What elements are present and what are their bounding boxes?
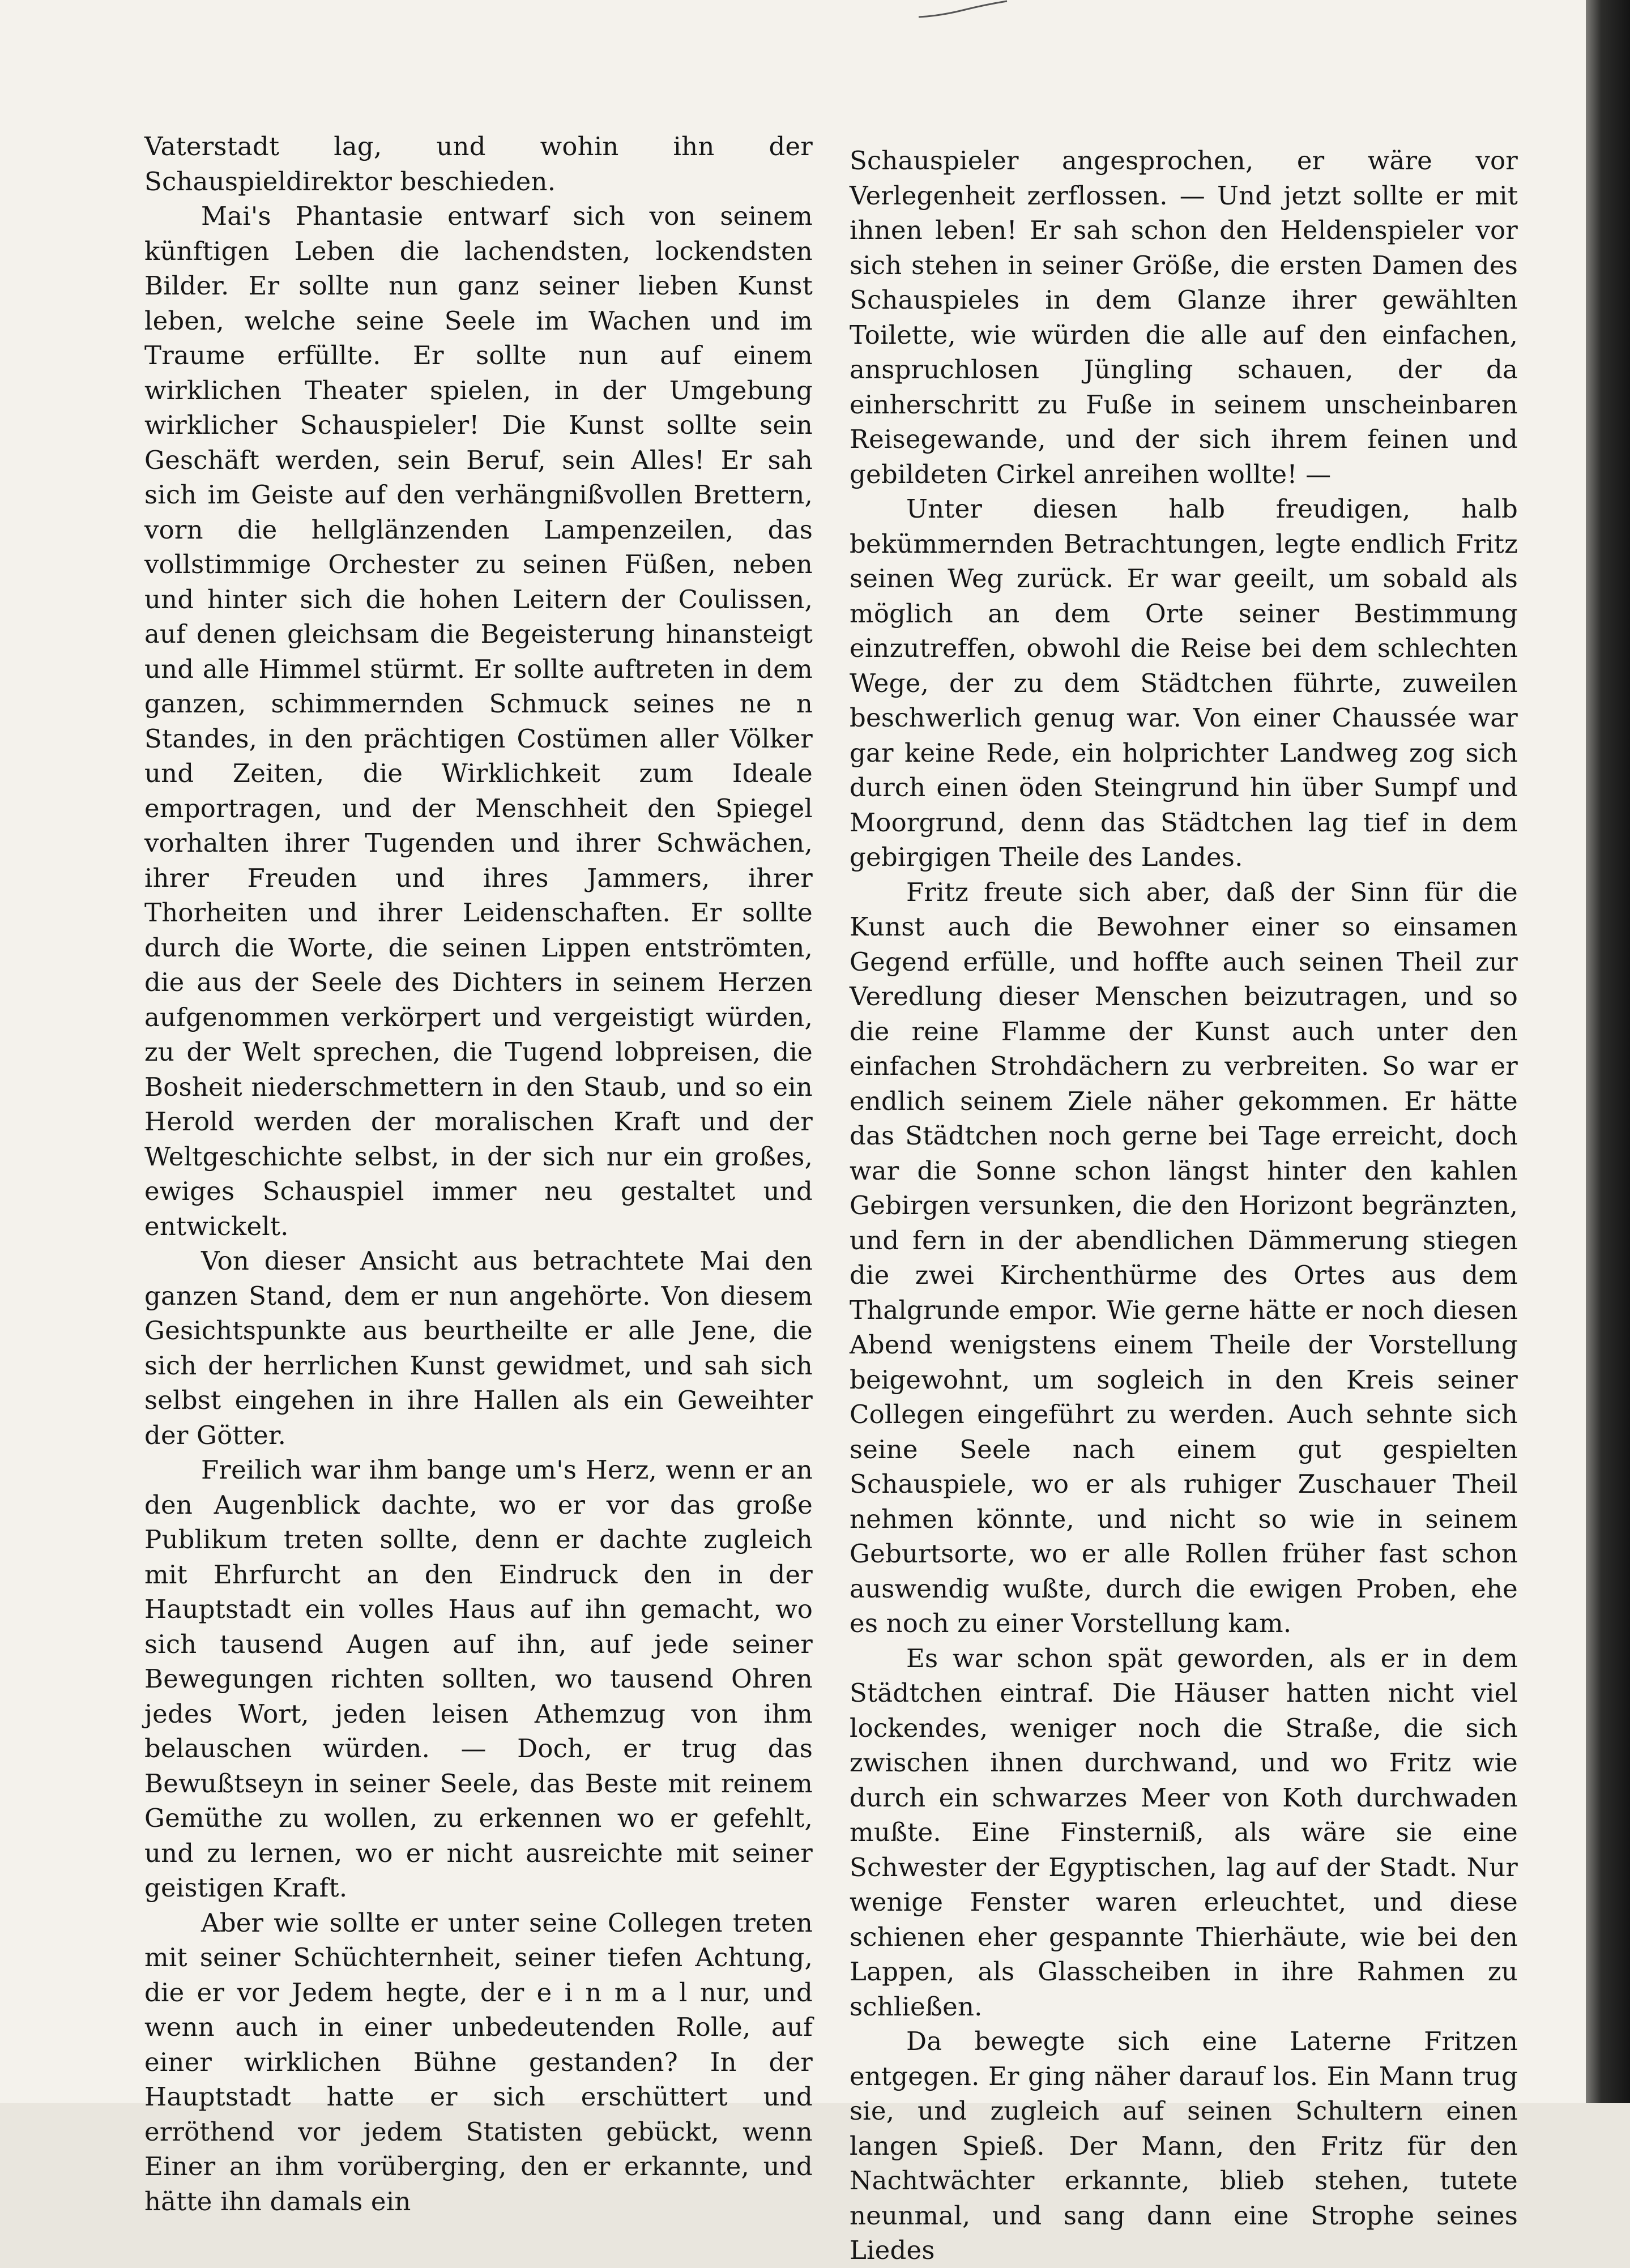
text-column-right — [850, 143, 1518, 2268]
paragraph: Vaterstadt lag, und wohin ihn der Schauspieldirektor beschieden. — [144, 131, 813, 197]
text-column-left — [144, 129, 813, 2219]
paragraph: Von dieser Ansicht aus betrachtete Mai den ganzen Stand, dem er nun angehörte. Von diesem Gesichtspunkte aus beurtheilte er alle Jene, die sich der herrlichen Kunst gewidmet, und sah sich selbst eingehen in ihre Hallen als ein Geweihter der Götter. — [144, 1246, 813, 1450]
paragraph: Freilich war ihm bange um's Herz, wenn er an den Augenblick dachte, wo er vor das große Publikum treten sollte, denn er dachte zugleich mit Ehrfurcht an den Eindruck den in der Hauptstadt ein volles Haus auf ihn gemacht, wo sich tausend Augen auf ihn, auf jede seiner Bewegungen richten sollten, wo tausend Ohren jedes Wort, jeden leisen Athemzug von ihm belauschen würden. — Doch, er trug das Bewußtseyn in seiner Seele, das Beste mit reinem Gemüthe zu wollen, zu erkennen wo er gefehlt, und zu lernen, wo er nicht ausreichte mit seiner geistigen Kraft. — [144, 1455, 813, 1903]
paragraph: Schauspieler angesprochen, er wäre vor Verlegenheit zerflossen. — Und jetzt sollte er mit ihnen leben! Er sah schon den Heldenspieler vor sich stehen in seiner Größe, die ersten Damen des Schauspieles in dem Glanze ihrer gewählten Toilette, wie würden die alle auf den einfachen, anspruchlosen Jüngling schauen, der da einherschritt zu Fuße in seinem unscheinbaren Reisegewande, und der sich ihrem feinen und gebildeten Cirkel anreihen wollte! — — [850, 146, 1518, 489]
paragraph: Fritz freute sich aber, daß der Sinn für die Kunst auch die Bewohner einer so einsamen Gegend erfülle, und hoffte auch seinen Theil zur Veredlung dieser Menschen beizutragen, und so die reine Flamme der Kunst auch unter den einfachen Strohdächern zu verbreiten. So war er endlich seinem Ziele näher gekommen. Er hätte das Städtchen noch gerne bei Tage erreicht, doch war die Sonne schon längst hinter den kahlen Gebirgen versunken, die den Horizont begränzten, und fern in der abendlichen Dämmerung stiegen die zwei Kirchenthürme des Ortes aus dem Thalgrunde empor. Wie gerne hätte er noch diesen Abend wenigstens einem Theile der Vorstellung beigewohnt, um sogleich in den Kreis seiner Collegen eingeführt zu werden. Auch sehnte sich seine Seele nach einem gut gespielten Schauspiele, wo er als ruhiger Zuschauer Theil nehmen könnte, und nicht so wie in seinem Geburtsorte, wo er alle Rollen früher fast schon auswendig wußte, durch die ewigen Proben, ehe es noch zu einer Vorstellung kam. — [850, 877, 1518, 1638]
paragraph: Unter diesen halb freudigen, halb bekümmernden Betrachtungen, legte endlich Fritz seinen Weg zurück. Er war geeilt, um sobald als möglich an dem Orte seiner Bestimmung einzutreffen, obwohl die Reise bei dem schlechten Wege, der zu dem Städtchen führte, zuweilen beschwerlich genug war. Von einer Chaussée war gar keine Rede, ein holprichter Landweg zog sich durch einen öden Steingrund hin über Sumpf und Moorgrund, denn das Städtchen lag tief in dem gebirgigen Theile des Landes. — [850, 494, 1518, 872]
paragraph: Es war schon spät geworden, als er in dem Städtchen eintraf. Die Häuser hatten nicht viel lockendes, weniger noch die Straße, die sich zwischen ihnen durchwand, und wo Fritz wie durch ein schwarzes Meer von Koth durchwaden mußte. Eine Finsterniß, als wäre sie eine Schwester der Egyptischen, lag auf der Stadt. Nur wenige Fenster waren erleuchtet, und diese schienen eher gespannte Thierhäute, wie bei den Lappen, als Glasscheiben in ihre Rahmen zu schließen. — [850, 1643, 1518, 2022]
paragraph: Mai's Phantasie entwarf sich von seinem künftigen Leben die lachendsten, lockendsten Bilder. Er sollte nun ganz seiner lieben Kunst leben, welche seine Seele im Wachen und im Traume erfüllte. Er sollte nun auf einem wirklichen Theater spielen, in der Umgebung wirklicher Schauspieler! Die Kunst sollte sein Geschäft werden, sein Beruf, sein Alles! Er sah sich im Geiste auf den verhängnißvollen Brettern, vorn die hellglänzenden Lampenzeilen, das vollstimmige Orchester zu seinen Füßen, neben und hinter sich die hohen Leitern der Coulissen, auf denen gleichsam die Begeisterung hinansteigt und alle Himmel stürmt. Er sollte auftreten in dem ganzen, schimmernden Schmuck seines ne n Standes, in den prächtigen Costümen aller Völker und Zeiten, die Wirklichkeit zum Ideale emportragen, und der Menschheit den Spiegel vorhalten ihrer Tugenden und ihrer Schwächen, ihrer Freuden und ihres Jammers, ihrer Thorheiten und ihrer Leidenschaften. Er sollte durch die Worte, die seinen Lippen entströmten, die aus der Seele des Dichters in seinem Herzen aufgenommen verkörpert und vergeistigt würden, zu der Welt sprechen, die Tugend lobpreisen, die Bosheit niederschmettern in den Staub, und so ein Herold werden der moralischen Kraft und der Weltgeschichte selbst, in der sich nur ein großes, ewiges Schauspiel immer neu gestaltet und entwickelt. — [144, 201, 813, 1241]
pencil-mark — [918, 0, 1008, 23]
book-spine — [1586, 0, 1630, 2103]
paragraph: Da bewegte sich eine Laterne Fritzen entgegen. Er ging näher darauf los. Ein Mann trug sie, und zugleich auf seinen Schultern einen langen Spieß. Der Mann, den Fritz für den Nachtwächter erkannte, blieb stehen, tutete neunmal, und sang dann eine Strophe seines Liedes — [850, 2026, 1518, 2265]
paragraph: Aber wie sollte er unter seine Collegen treten mit seiner Schüchternheit, seiner tiefen Achtung, die er vor Jedem hegte, der e i n m a l nur, und wenn auch in einer unbedeutenden Rolle, auf einer wirklichen Bühne gestanden? In der Hauptstadt hatte er sich erschüttert und erröthend vor jedem Statisten gebückt, wenn Einer an ihm vorüberging, den er erkannte, und hätte ihn damals ein — [144, 1907, 813, 2216]
